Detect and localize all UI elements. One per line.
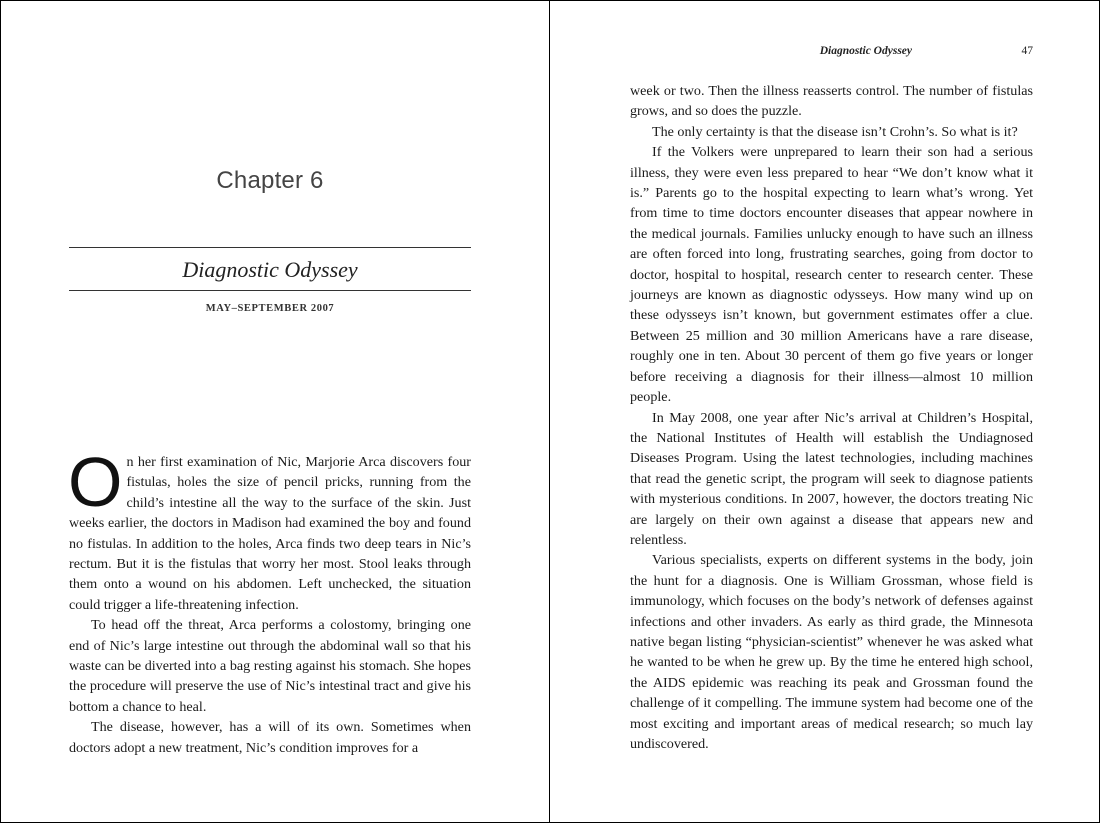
chapter-dates: MAY–SEPTEMBER 2007: [205, 303, 335, 314]
body-paragraph: The disease, however, has a will of its own. Sometimes when doctors adopt a new treatment, Nic’s condition improves for a: [69, 719, 471, 756]
body-paragraph: The only certainty is that the disease isn’t Crohn’s. So what is it?: [652, 123, 1018, 140]
left-page: [0, 0, 550, 823]
body-paragraph: In May 2008, one year after Nic’s arrival at Children’s Hospital, the National Institutes of Health will establish the Undiagnosed Diseases Program. Using the latest technologies, including machines that read the genetic script, the program will seek to diagnose patients with mysterious conditions. In 2007, however, the doctors treating Nic are largely on their own against a disease that appears new and relentless.: [630, 409, 1033, 548]
left-page-body: [68, 443, 471, 758]
right-page: [549, 0, 1100, 823]
body-paragraph: To head off the threat, Arca performs a colostomy, bringing one end of Nic’s large intestine out through the abdominal wall so that his waste can be diverted into a bag resting against his stomach. She hopes the procedure will preserve the use of Nic’s intestinal tract and give his bottom a chance to heal.: [69, 617, 471, 715]
right-page-body: [630, 81, 1033, 754]
title-rule-top: [69, 247, 471, 248]
body-paragraph: [68, 443, 471, 615]
chapter-label: Chapter 6: [216, 167, 324, 194]
running-head-title: Diagnostic Odyssey: [819, 45, 912, 57]
paragraph-text: n her first examination of Nic, Marjorie Arca discovers four fistulas, holes the size of pencil pricks, running from the child’s intestine all the way to the surface of the skin. Just weeks earlier, the doctors in Madison had examined the boy and found no fistulas. In addition to the holes, Arca finds two deep tears in Nic’s rectum. But it is the fistulas that worry her most. Stool leaks through them onto a wound on his abdomen. Left unchecked, the situation could trigger a life-threatening infection.: [69, 454, 471, 613]
body-paragraph: If the Volkers were unprepared to learn their son had a serious illness, they were even less prepared to hear “We don’t know what it is.” Parents go to the hospital expecting to learn what’s wrong. Yet from time to time doctors encounter diseases that appear nowhere in the medical journals. Families unlucky enough to have such an illness are often forced into long, frustrating searches, going from doctor to doctor, hospital to hospital, research center to research center. These journeys are known as diagnostic odysseys. How many wind up on these odysseys isn’t known, but government estimates offer a clue. Between 25 million and 30 million Americans have a rare disease, roughly one in ten. About 30 percent of them go five years or longer before receiving a diagnosis for their illness—almost 10 million people.: [630, 144, 1033, 406]
chapter-title: Diagnostic Odyssey: [182, 257, 358, 282]
title-rule-bottom: [69, 290, 471, 291]
body-paragraph: week or two. Then the illness reasserts control. The number of fistulas grows, and so does the puzzle.: [630, 83, 1033, 120]
page-number: 47: [1021, 45, 1033, 57]
drop-cap: O: [68, 443, 123, 521]
body-paragraph: Various specialists, experts on different systems in the body, join the hunt for a diagnosis. One is William Grossman, whose field is immunology, which focuses on the body’s network of defenses against infections and other invaders. As early as third grade, the Minnesota native began listing “physician-scientist” whenever he was asked what he wanted to be when he grew up. By the time he entered high school, the AIDS epidemic was reaching its peak and Grossman found the challenge of it compelling. The immune system had become one of the most exciting and important areas of medical research; so much lay undiscovered.: [630, 552, 1033, 752]
